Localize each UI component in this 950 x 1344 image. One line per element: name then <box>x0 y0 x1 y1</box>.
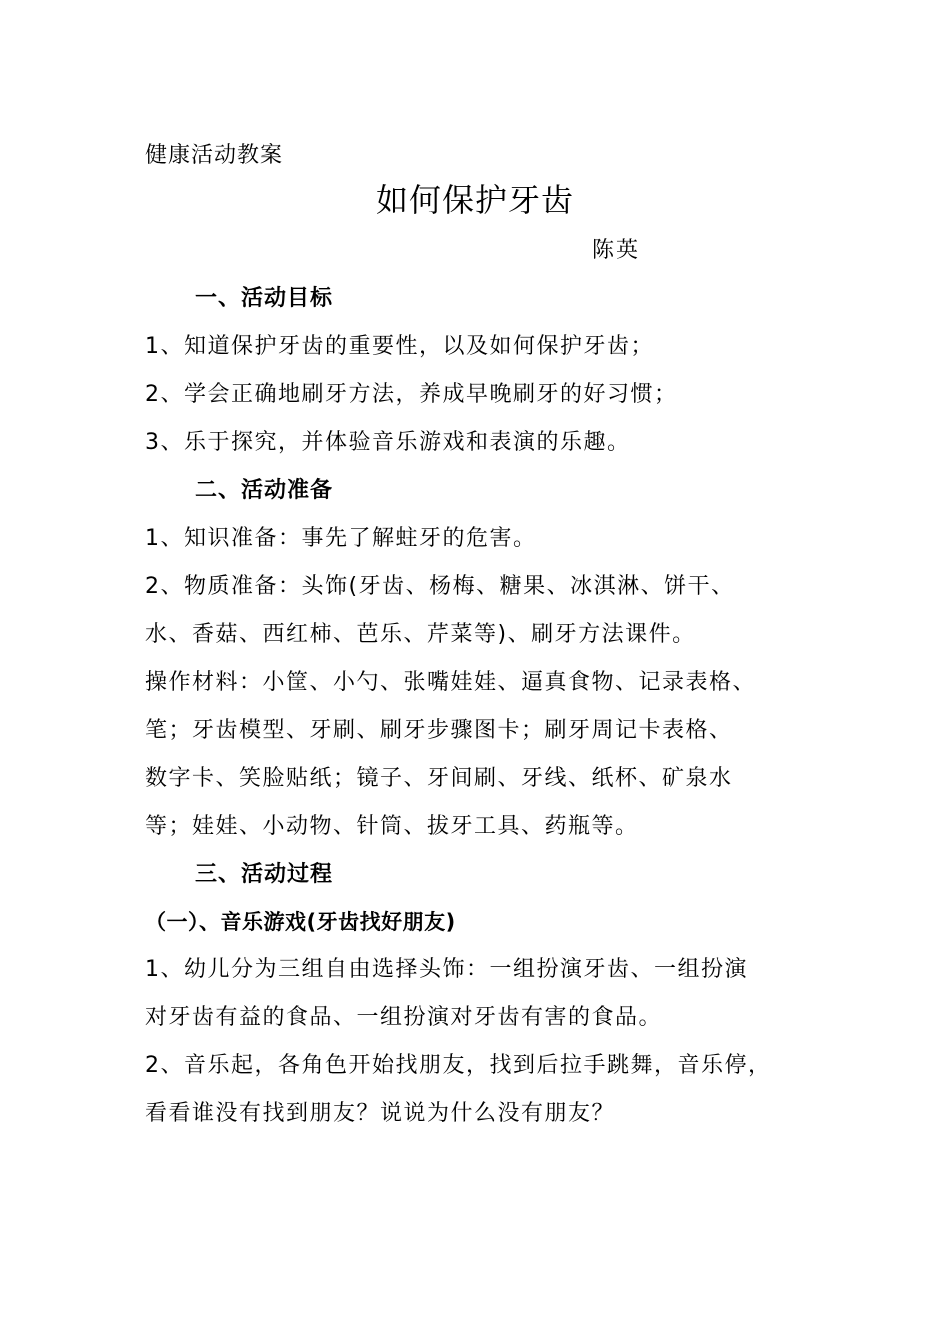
section-heading-preparation: 二、活动准备 <box>195 478 334 503</box>
paragraph-line: 等；娃娃、小动物、针筒、拔牙工具、药瓶等。 <box>145 814 639 839</box>
paragraph-line: 1、幼儿分为三组自由选择头饰：一组扮演牙齿、一组扮演 <box>145 957 748 982</box>
paragraph-line: 1、知道保护牙齿的重要性，以及如何保护牙齿； <box>145 334 654 359</box>
section-heading-process: 三、活动过程 <box>195 862 334 887</box>
paragraph-line: 笔；牙齿模型、牙刷、刷牙步骤图卡；刷牙周记卡表格、 <box>145 718 733 743</box>
paragraph-line: 数字卡、笑脸贴纸；镜子、牙间刷、牙线、纸杯、矿泉水 <box>145 766 733 791</box>
paragraph-line: 看看谁没有找到朋友？说说为什么没有朋友？ <box>145 1101 616 1126</box>
section-heading-goals: 一、活动目标 <box>195 286 334 311</box>
paragraph-line: 对牙齿有益的食品、一组扮演对牙齿有害的食品。 <box>145 1005 663 1030</box>
paragraph-line: 1、知识准备：事先了解蛀牙的危害。 <box>145 526 537 551</box>
subsection-heading: （一）、音乐游戏(牙齿找好朋友) <box>145 910 456 934</box>
document-label: 健康活动教案 <box>145 143 284 168</box>
paragraph-line: 2、音乐起，各角色开始找朋友，找到后拉手跳舞，音乐停， <box>145 1053 772 1078</box>
paragraph-line: 3、乐于探究，并体验音乐游戏和表演的乐趣。 <box>145 430 631 455</box>
paragraph-line: 水、香菇、西红柿、芭乐、芹菜等)、刷牙方法课件。 <box>145 622 696 647</box>
paragraph-line: 2、物质准备：头饰(牙齿、杨梅、糖果、冰淇淋、饼干、 <box>145 574 735 599</box>
paragraph-line: 2、学会正确地刷牙方法，养成早晚刷牙的好习惯； <box>145 382 678 407</box>
paragraph-line: 操作材料：小筐、小勺、张嘴娃娃、逼真食物、记录表格、 <box>145 670 757 695</box>
document-author: 陈英 <box>592 238 641 263</box>
document-title: 如何保护牙齿 <box>375 181 574 219</box>
